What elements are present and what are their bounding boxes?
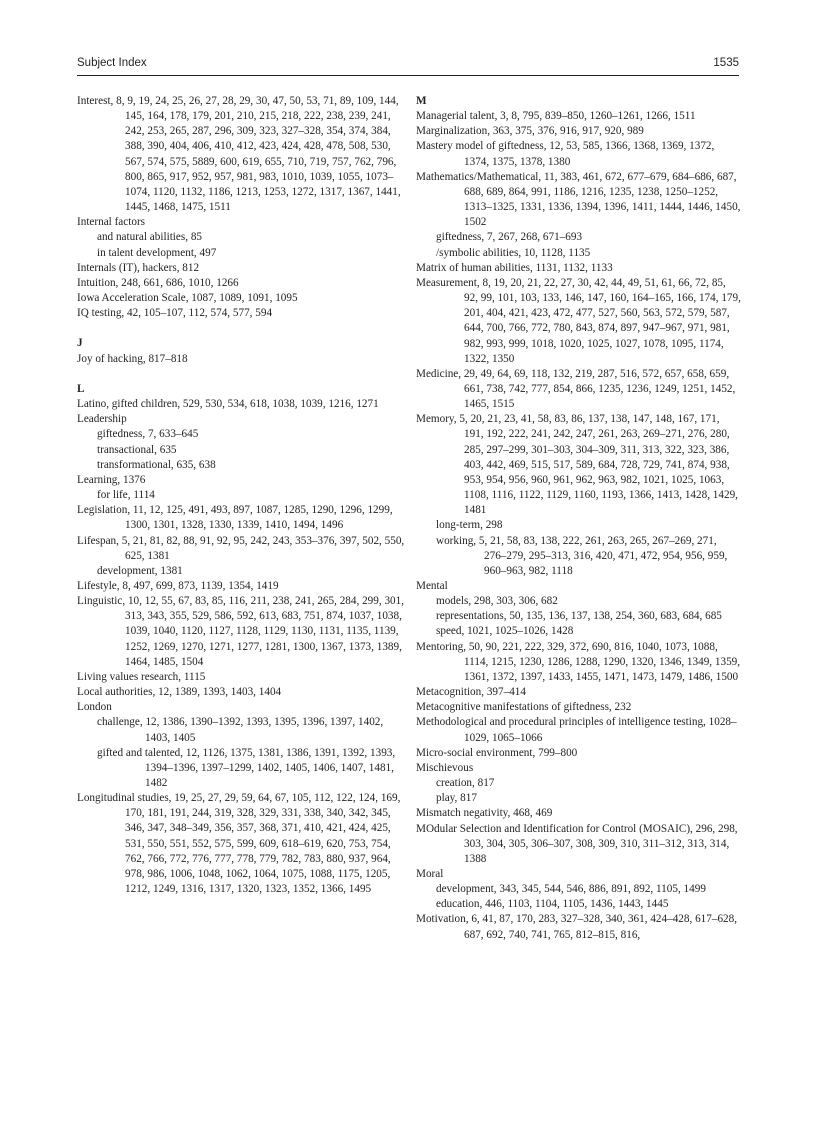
index-entry: Lifestyle, 8, 497, 699, 873, 1139, 1354, 1419 xyxy=(77,579,279,592)
index-column-right xyxy=(416,94,741,943)
index-subentry: creation, 817 xyxy=(436,777,495,790)
running-header xyxy=(77,53,739,73)
index-entry: Interest, 8, 9, 19, 24, 25, 26, 27, 28, 29, 30, 47, 50, 53, 71, 89, 109, 144, 145, 164, 178, 179, 201, 210, 215, 218, 222, 238, 239, 241, 242, 253, 265, 287, 296, 309, 323, 327–328, 354, 374, 384, 388, 390, 404, 406, 410, 412, 423, 424, 428, 478, 508, 530, 567, 574, 575, 5889, 600, 619, 655, 710, 719, 757, 762, 796, 800, 865, 917, 952, 957, 981, 983, 1010, 1039, 1055, 1073–1074, 1120, 1132, 1186, 1213, 1253, 1272, 1317, 1367, 1441, 1445, 1468, 1475, 1511 xyxy=(77,95,401,214)
section-gap xyxy=(77,321,409,336)
index-entry: Memory, 5, 20, 21, 23, 41, 58, 83, 86, 137, 138, 147, 148, 167, 171, 191, 192, 222, 241, 242, 247, 261, 263, 269–271, 276, 280, 285, 297–299, 301–303, 304–309, 311, 313, 322, 323, 386, 403, 442, 469, 515, 517, 589, 684, 728, 729, 741, 874, 938, 953, 954, 956, 960, 961, 962, 963, 982, 1021, 1025, 1063, 1108, 1116, 1122, 1129, 1160, 1193, 1366, 1413, 1428, 1429, 1481 xyxy=(416,413,738,517)
index-entry: MOdular Selection and Identification for Control (MOSAIC), 296, 298, 303, 304, 305, 306–307, 308, 309, 310, 311–312, 313, 314, 1388 xyxy=(416,822,738,865)
index-entry: Latino, gifted children, 529, 530, 534, 618, 1038, 1039, 1216, 1271 xyxy=(77,398,379,411)
letter-heading: J xyxy=(77,337,83,350)
index-entry: Living values research, 1115 xyxy=(77,670,206,683)
index-subentry: in talent development, 497 xyxy=(97,246,217,259)
index-subentry: giftedness, 7, 633–645 xyxy=(97,428,199,441)
index-entry: Learning, 1376 xyxy=(77,473,146,486)
index-column-left xyxy=(77,94,409,897)
index-entry: Internal factors xyxy=(77,216,146,229)
index-subentry: transformational, 635, 638 xyxy=(97,458,216,471)
letter-heading: L xyxy=(77,382,85,395)
page-number: 1535 xyxy=(713,57,739,69)
section-title: Subject Index xyxy=(77,57,147,69)
index-entry: Methodological and procedural principles of intelligence testing, 1028–1029, 1065–1066 xyxy=(416,716,737,744)
index-entry: Mismatch negativity, 468, 469 xyxy=(416,807,553,820)
index-entry: Mathematics/Mathematical, 11, 383, 461, 672, 677–679, 684–686, 687, 688, 689, 864, 991, 1186, 1216, 1235, 1238, 1250–1252, 1313–1325, 1331, 1336, 1394, 1396, 1411, 1444, 1446, 1450, 1502 xyxy=(416,170,741,229)
index-entry: Mentoring, 50, 90, 221, 222, 329, 372, 690, 816, 1040, 1073, 1088, 1114, 1215, 1230, 1286, 1288, 1290, 1320, 1346, 1349, 1359, 1361, 1372, 1397, 1433, 1455, 1471, 1473, 1479, 1486, 1500 xyxy=(416,640,741,683)
index-entry: Marginalization, 363, 375, 376, 916, 917, 920, 989 xyxy=(416,125,644,138)
index-subentry: giftedness, 7, 267, 268, 671–693 xyxy=(436,231,583,244)
index-entry: Intuition, 248, 661, 686, 1010, 1266 xyxy=(77,276,239,289)
index-subentry: education, 446, 1103, 1104, 1105, 1436, 1443, 1445 xyxy=(436,898,669,911)
index-subentry: long-term, 298 xyxy=(436,519,503,532)
header-rule xyxy=(77,75,739,76)
index-subentry: transactional, 635 xyxy=(97,443,177,456)
index-entry: Micro-social environment, 799–800 xyxy=(416,746,578,759)
index-entry: IQ testing, 42, 105–107, 112, 574, 577, 594 xyxy=(77,307,273,320)
index-entry: Longitudinal studies, 19, 25, 27, 29, 59, 64, 67, 105, 112, 122, 124, 169, 170, 181, 191, 244, 319, 328, 329, 331, 338, 340, 342, 345, 346, 347, 348–349, 356, 357, 368, 371, 410, 421, 424, 425, 531, 550, 551, 552, 575, 599, 609, 618–619, 620, 753, 754, 762, 766, 772, 776, 777, 778, 779, 782, 783, 880, 937, 964, 978, 986, 1006, 1048, 1062, 1064, 1075, 1088, 1175, 1205, 1212, 1249, 1316, 1317, 1320, 1323, 1352, 1366, 1495 xyxy=(77,792,401,896)
index-entry: Metacognitive manifestations of giftedness, 232 xyxy=(416,701,632,714)
index-entry: Internals (IT), hackers, 812 xyxy=(77,261,200,274)
index-subentry: models, 298, 303, 306, 682 xyxy=(436,595,558,608)
index-entry: Mischievous xyxy=(416,761,474,774)
index-subentry: gifted and talented, 12, 1126, 1375, 1381, 1386, 1391, 1392, 1393, 1394–1396, 1397–1299, 1402, 1405, 1406, 1407, 1481, 1482 xyxy=(97,746,396,789)
index-subentry: working, 5, 21, 58, 83, 138, 222, 261, 263, 265, 267–269, 271, 276–279, 295–313, 316, 420, 471, 472, 954, 956, 959, 960–963, 982, 1118 xyxy=(436,534,728,577)
index-entry: Moral xyxy=(416,867,444,880)
index-subentry: speed, 1021, 1025–1026, 1428 xyxy=(436,625,574,638)
index-subentry: /symbolic abilities, 10, 1128, 1135 xyxy=(436,246,591,259)
index-subentry: representations, 50, 135, 136, 137, 138, 254, 360, 683, 684, 685 xyxy=(436,610,722,623)
index-entry: Matrix of human abilities, 1131, 1132, 1133 xyxy=(416,261,613,274)
letter-heading: M xyxy=(416,95,427,107)
index-entry: Lifespan, 5, 21, 81, 82, 88, 91, 92, 95, 242, 243, 353–376, 397, 502, 550, 625, 1381 xyxy=(77,534,405,562)
index-entry: Metacognition, 397–414 xyxy=(416,686,526,699)
index-subentry: development, 1381 xyxy=(97,564,183,577)
index-entry: Medicine, 29, 49, 64, 69, 118, 132, 219, 287, 516, 572, 657, 658, 659, 661, 738, 742, 777, 854, 866, 1235, 1236, 1249, 1251, 1452, 1465, 1515 xyxy=(416,367,736,411)
index-entry: Iowa Acceleration Scale, 1087, 1089, 1091, 1095 xyxy=(77,292,298,305)
index-subentry: and natural abilities, 85 xyxy=(97,231,203,244)
index-entry: Motivation, 6, 41, 87, 170, 283, 327–328, 340, 361, 424–428, 617–628, 687, 692, 740, 741, 765, 812–815, 816, xyxy=(416,913,738,941)
index-entry: Managerial talent, 3, 8, 795, 839–850, 1260–1261, 1266, 1511 xyxy=(416,110,696,123)
index-subentry: play, 817 xyxy=(436,792,477,805)
index-subentry: development, 343, 345, 544, 546, 886, 891, 892, 1105, 1499 xyxy=(436,883,706,896)
index-entry: Legislation, 11, 12, 125, 491, 493, 897, 1087, 1285, 1290, 1296, 1299, 1300, 1301, 1328, 1330, 1339, 1410, 1494, 1496 xyxy=(77,504,393,532)
index-entry: Leadership xyxy=(77,413,127,426)
index-entry: Mastery model of giftedness, 12, 53, 585, 1366, 1368, 1369, 1372, 1374, 1375, 1378, 1380 xyxy=(416,140,715,168)
index-entry: Mental xyxy=(416,580,448,592)
index-entry: London xyxy=(77,701,112,714)
index-entry: Joy of hacking, 817–818 xyxy=(77,352,188,365)
index-entry: Linguistic, 10, 12, 55, 67, 83, 85, 116, 211, 238, 241, 265, 284, 299, 301, 313, 343, 355, 529, 586, 592, 613, 683, 751, 874, 1037, 1038, 1039, 1040, 1120, 1127, 1128, 1129, 1130, 1131, 1135, 1139, 1252, 1269, 1270, 1271, 1277, 1281, 1300, 1367, 1373, 1389, 1464, 1485, 1504 xyxy=(77,595,405,668)
section-gap xyxy=(77,367,409,382)
index-subentry: challenge, 12, 1386, 1390–1392, 1393, 1395, 1396, 1397, 1402, 1403, 1405 xyxy=(97,716,384,744)
index-entry: Local authorities, 12, 1389, 1393, 1403, 1404 xyxy=(77,686,282,699)
index-subentry: for life, 1114 xyxy=(97,489,155,502)
index-entry: Measurement, 8, 19, 20, 21, 22, 27, 30, 42, 44, 49, 51, 61, 66, 72, 85, 92, 99, 101, 103, 133, 146, 147, 160, 164–165, 166, 174, 179, 201, 404, 421, 423, 472, 477, 527, 560, 563, 572, 579, 587, 644, 700, 766, 772, 780, 843, 874, 897, 947–967, 971, 981, 982, 993, 999, 1018, 1020, 1025, 1027, 1078, 1095, 1174, 1322, 1350 xyxy=(416,276,741,365)
